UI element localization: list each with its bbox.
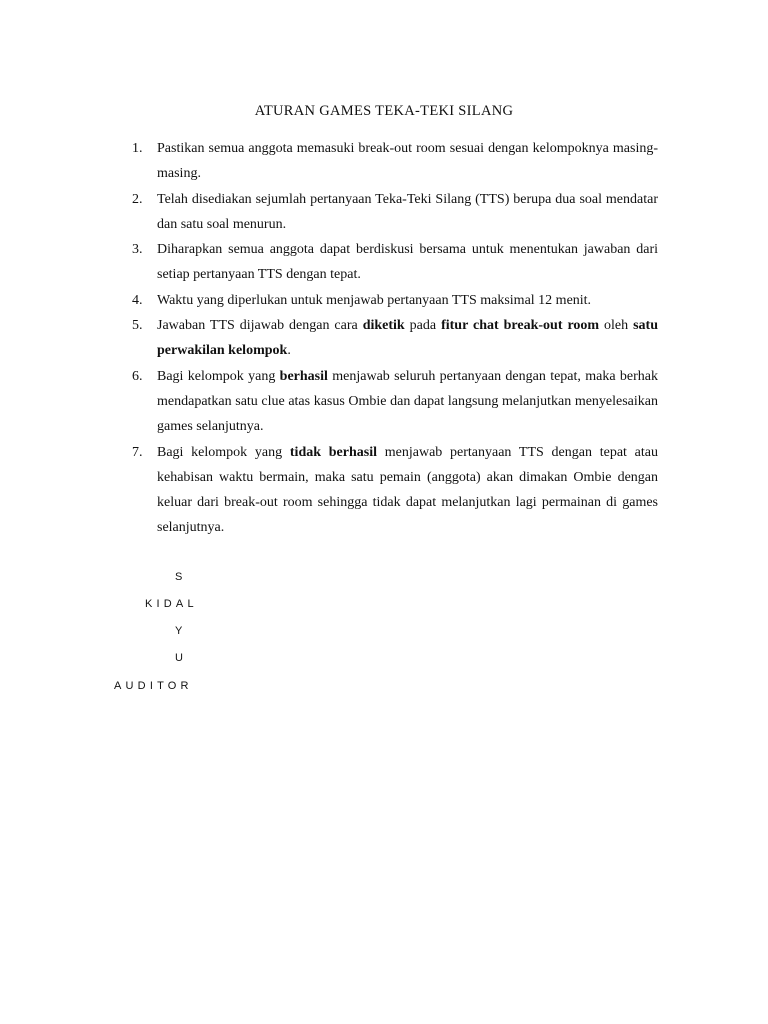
- rule-item: [130, 136, 658, 187]
- crossword-row: AUDITOR: [114, 680, 193, 692]
- rule-item: [130, 237, 658, 288]
- rule-segment: menjawab seluruh pertanyaan dengan tepat, maka berhak mendapatkan satu clue atas kasus Ombie dan dapat langsung melanjutkan menyelesaikan games selanjutnya.: [157, 368, 658, 435]
- rule-emphasis: satu perwakilan kelompok: [157, 318, 659, 359]
- rule-number: 2.: [132, 191, 143, 207]
- rule-item: [130, 187, 658, 238]
- rule-segment: Jawaban TTS dijawab dengan cara: [157, 318, 363, 334]
- rule-number: 1.: [132, 141, 143, 156]
- rule-number: 5.: [132, 318, 143, 334]
- rule-text: [157, 242, 658, 282]
- rule-segment: Telah disediakan sejumlah pertanyaan Teka-Teki Silang (TTS) berupa dua soal mendatar dan satu soal menurun.: [157, 191, 658, 232]
- rule-segment: Bagi kelompok yang: [157, 444, 290, 460]
- rule-emphasis: fitur chat break-out room: [441, 318, 600, 334]
- document-title: ATURAN GAMES TEKA-TEKI SILANG: [254, 103, 514, 119]
- rule-number: 4.: [132, 292, 143, 308]
- rule-text: [157, 369, 658, 435]
- rule-text: [157, 192, 658, 232]
- rule-text: [157, 293, 591, 308]
- rule-text: [157, 445, 658, 536]
- rule-segment: .: [287, 343, 291, 359]
- rule-segment: Waktu yang diperlukan untuk menjawab pertanyaan TTS maksimal 12 menit.: [157, 292, 592, 308]
- rule-segment: oleh: [599, 318, 634, 334]
- rule-emphasis: tidak berhasil: [289, 444, 377, 460]
- crossword-row: U: [175, 652, 188, 664]
- rule-item: [130, 313, 658, 364]
- rule-segment: menjawab pertanyaan TTS dengan tepat atau kehabisan waktu bermain, maka satu pemain (anggota) akan dimakan Ombie dengan keluar dari break-out room sehingga tidak dapat melanjutkan lagi permainan di games selanjutnya.: [157, 444, 658, 536]
- crossword-row: KIDAL: [145, 598, 198, 610]
- crossword-row: S: [175, 571, 187, 583]
- rule-segment: pada: [404, 318, 442, 334]
- rule-segment: Diharapkan semua anggota dapat berdiskusi bersama untuk menentukan jawaban dari setiap pertanyaan TTS dengan tepat.: [157, 242, 658, 283]
- rule-emphasis: berhasil: [279, 368, 328, 384]
- rule-segment: Pastikan semua anggota memasuki break-out room sesuai dengan kelompoknya masing-masing.: [157, 141, 658, 182]
- rule-segment: Bagi kelompok yang: [157, 368, 280, 384]
- rule-number: 6.: [132, 368, 143, 384]
- rule-emphasis: diketik: [362, 318, 405, 334]
- rule-text: [157, 318, 658, 358]
- rule-item: [130, 440, 658, 541]
- rule-number: 3.: [132, 242, 143, 258]
- rules-list: [130, 136, 658, 541]
- crossword-row: Y: [175, 625, 187, 637]
- rule-item: [130, 288, 658, 313]
- rule-text: [157, 141, 658, 181]
- rule-number: 7.: [132, 444, 143, 460]
- rule-item: [130, 364, 658, 440]
